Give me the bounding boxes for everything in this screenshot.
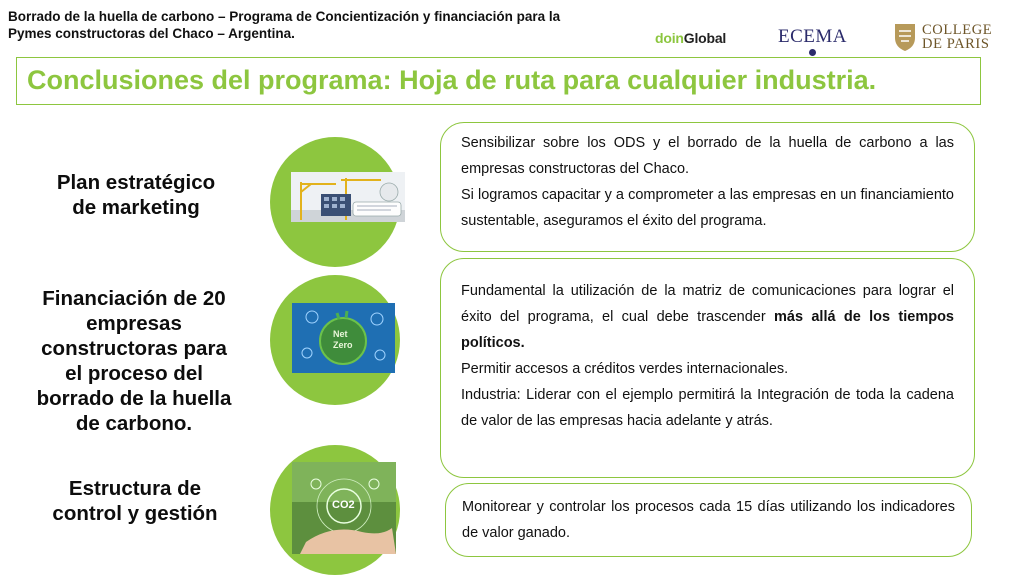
section-1-paragraph-1: Sensibilizar sobre los ODS y el borrado de la huella de carbono a las empresas constructoras del Chaco.: [461, 135, 954, 177]
section-3-label-line: control y gestión: [52, 502, 218, 525]
section-2-label: [18, 286, 250, 436]
co2-hand-image: [292, 462, 396, 554]
header-title: [8, 8, 648, 42]
net-zero-label-2: Zero: [333, 340, 353, 350]
construction-site-image: [291, 172, 405, 222]
net-zero-label-1: Net: [333, 329, 348, 339]
section-3-text-box: [445, 483, 972, 557]
section-2-paragraph-1-bold: más allá de los tiempos políticos.: [461, 309, 954, 351]
net-zero-globe-image: [292, 303, 395, 373]
doinglobal-logo-part-1: doin: [655, 30, 684, 46]
header-title-line-2: Pymes constructoras del Chaco – Argentina.: [8, 26, 295, 41]
shield-icon: [893, 22, 917, 52]
section-2-paragraph-2: Permitir accesos a créditos verdes internacionales.: [461, 361, 789, 377]
section-2-paragraph-1: [461, 278, 954, 356]
section-1-paragraph-2: Si logramos capacitar y a comprometer a las empresas en un financiamiento sustentable, aseguramos el éxito del programa.: [461, 187, 954, 229]
main-title: Conclusiones del programa: Hoja de ruta para cualquier industria.: [27, 65, 877, 95]
section-2-label-line: el proceso del: [65, 362, 203, 385]
section-3-label-line: Estructura de: [68, 477, 202, 500]
section-2-paragraph-1-text: Fundamental la utilización de la matriz de comunicaciones para lograr el éxito del programa, el cual debe trascender: [461, 283, 954, 325]
section-1-label-line: de marketing: [72, 196, 200, 219]
section-2-label-line: de carbono.: [75, 412, 193, 435]
section-3-paragraph-1: Monitorear y controlar los procesos cada 15 días utilizando los indicadores de valor ganado.: [462, 499, 955, 541]
section-2-label-line: constructoras para: [41, 337, 227, 360]
section-1-label: [30, 170, 242, 220]
section-2-text-box: [440, 258, 975, 478]
doinglobal-logo-part-2: Global: [683, 30, 727, 46]
ecema-logo-dot: [809, 49, 816, 56]
section-1-label-line: Plan estratégico: [56, 171, 216, 194]
section-2-paragraph-3: Industria: Liderar con el ejemplo permitirá la Integración de toda la cadena de valor de las empresas hacia adelante y atrás.: [461, 387, 954, 429]
section-1-text-box: [440, 122, 975, 252]
section-2-label-line: borrado de la huella: [36, 387, 232, 410]
ecema-logo-text: ECEMA: [778, 26, 847, 47]
college-de-paris-logo: [893, 22, 992, 52]
section-2-label-line: Financiación de 20: [42, 287, 226, 310]
section-2-label-line: empresas: [86, 312, 182, 335]
main-title-box: [16, 57, 981, 105]
header-title-line-1: Borrado de la huella de carbono – Programa de Concientización y financiación para la: [8, 9, 561, 24]
ecema-logo: [778, 26, 847, 56]
cdp-logo-line-2: DE PARIS: [922, 36, 990, 52]
doinglobal-logo: [655, 30, 726, 46]
section-3-label: [20, 476, 250, 526]
cdp-logo-line-1: COLLEGE: [922, 22, 993, 38]
co2-label: CO2: [332, 499, 355, 511]
